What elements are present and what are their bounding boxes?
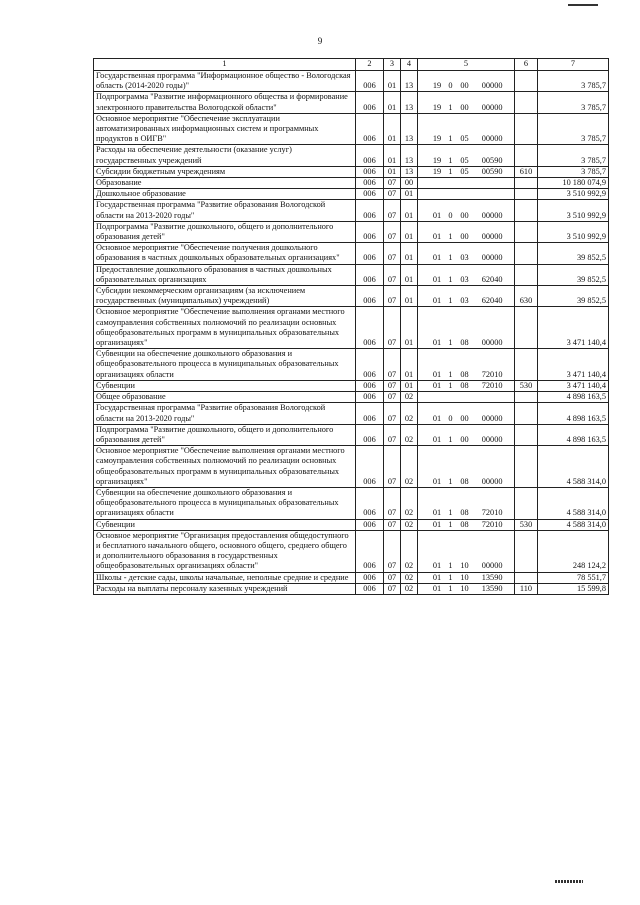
row-amount: 3 510 992,9 [538,189,609,200]
row-name: Государственная программа "Развитие образования Вологодской области на 2013-2020 годы" [94,200,356,221]
row-expense-type [515,189,538,200]
target-article-part: 1 [448,380,453,390]
table-row [94,572,609,583]
row-expense-type [515,71,538,92]
target-article-part: 01 [432,413,442,423]
row-target-article [418,446,515,488]
row-section-code: 01 [384,92,401,113]
target-article-part: 0 [448,210,453,220]
row-target-article [418,92,515,113]
target-article-part: 19 [432,102,442,112]
row-name: Субвенции [94,519,356,530]
row-section-code: 07 [384,572,401,583]
row-amount: 3 471 140,4 [538,307,609,349]
row-expense-type [515,200,538,221]
row-ministry-code: 006 [356,572,384,583]
row-target-article [418,221,515,242]
row-amount: 3 785,7 [538,113,609,145]
row-amount: 15 599,8 [538,583,609,594]
target-article-part: 1 [448,274,453,284]
row-target-article [418,71,515,92]
target-article-part: 10 [460,572,469,582]
target-article-part: 01 [432,583,442,593]
target-article-part: 1 [448,572,453,582]
row-expense-type [515,403,538,424]
row-target-article [418,286,515,307]
row-ministry-code: 006 [356,71,384,92]
col-header-6: 6 [515,59,538,71]
target-article-part: 08 [460,369,469,379]
row-target-article [418,307,515,349]
row-section-code: 07 [384,178,401,189]
target-article-part: 08 [460,338,469,348]
row-name: Основное мероприятие "Обеспечение выполнения органами местного самоуправления собственных полномочий по реализации основных общеобразовательных программ в муниципальных образовательных организациях" [94,307,356,349]
scan-mark-top [568,4,598,6]
row-section-code: 07 [384,189,401,200]
page-number: 9 [317,36,323,46]
row-section-code: 07 [384,307,401,349]
target-article-part: 08 [460,476,469,486]
row-ministry-code: 006 [356,424,384,445]
target-article-part: 01 [432,434,442,444]
target-article-part: 1 [448,561,453,571]
row-amount: 3 510 992,9 [538,200,609,221]
row-section-code: 07 [384,519,401,530]
row-target-article [418,380,515,391]
col-header-4: 4 [401,59,418,71]
table-row [94,189,609,200]
row-name: Дошкольное образование [94,189,356,200]
table-row [94,349,609,381]
target-article-part: 1 [448,369,453,379]
row-name: Субвенции на обеспечение дошкольного образования и общеобразовательного процесса в муниципальных образовательных организациях области [94,349,356,381]
row-target-article [418,189,515,200]
table-row [94,221,609,242]
row-section-code: 07 [384,221,401,242]
row-target-article [418,113,515,145]
row-subsection-code: 13 [401,113,418,145]
row-name: Расходы на выплаты персоналу казенных учреждений [94,583,356,594]
row-subsection-code: 13 [401,166,418,177]
target-article-part: 00000 [481,232,503,242]
row-subsection-code: 02 [401,446,418,488]
target-article-part: 00000 [481,210,503,220]
col-header-7: 7 [538,59,609,71]
row-amount: 78 551,7 [538,572,609,583]
col-header-2: 2 [356,59,384,71]
row-subsection-code: 01 [401,349,418,381]
row-subsection-code: 01 [401,380,418,391]
budget-table [93,58,609,595]
target-article-part: 01 [432,232,442,242]
row-amount: 4 588 314,0 [538,487,609,519]
row-subsection-code: 01 [401,286,418,307]
target-article-part: 1 [448,134,453,144]
col-header-1: 1 [94,59,356,71]
target-article-part: 13590 [481,572,503,582]
table-row [94,380,609,391]
col-header-3: 3 [384,59,401,71]
row-ministry-code: 006 [356,392,384,403]
target-article-part: 00 [460,81,469,91]
row-ministry-code: 006 [356,487,384,519]
row-section-code: 07 [384,243,401,264]
row-name: Подпрограмма "Развитие информационного общества и формирование электронного правительства Вологодской области" [94,92,356,113]
target-article-part: 08 [460,508,469,518]
row-amount: 39 852,5 [538,286,609,307]
table-row [94,487,609,519]
target-article-part: 0 [448,81,453,91]
row-amount: 3 471 140,4 [538,380,609,391]
target-article-part: 00000 [481,102,503,112]
row-subsection-code: 02 [401,572,418,583]
table-row [94,530,609,572]
row-target-article [418,166,515,177]
table-row [94,286,609,307]
row-ministry-code: 006 [356,446,384,488]
row-target-article [418,519,515,530]
target-article-part: 08 [460,380,469,390]
target-article-part: 1 [448,338,453,348]
row-section-code: 07 [384,583,401,594]
target-article-part: 19 [432,134,442,144]
row-name: Расходы на обеспечение деятельности (оказание услуг) государственных учреждений [94,145,356,166]
row-amount: 4 588 314,0 [538,446,609,488]
target-article-part: 03 [460,274,469,284]
target-article-part: 72010 [481,508,503,518]
row-section-code: 07 [384,264,401,285]
row-name: Предоставление дошкольного образования в частных дошкольных образовательных организациях [94,264,356,285]
target-article-part: 62040 [481,296,503,306]
table-row [94,92,609,113]
table-row [94,200,609,221]
row-subsection-code: 00 [401,178,418,189]
row-expense-type: 530 [515,380,538,391]
row-subsection-code: 02 [401,583,418,594]
target-article-part: 00 [460,434,469,444]
row-ministry-code: 006 [356,530,384,572]
row-ministry-code: 006 [356,349,384,381]
row-amount: 3 510 992,9 [538,221,609,242]
row-expense-type [515,446,538,488]
row-ministry-code: 006 [356,264,384,285]
table-row [94,166,609,177]
row-target-article [418,392,515,403]
header-row [94,59,609,71]
table-row [94,145,609,166]
row-amount: 4 588 314,0 [538,519,609,530]
target-article-part: 00 [460,232,469,242]
target-article-part: 00 [460,210,469,220]
target-article-part: 01 [432,519,442,529]
target-article-part: 01 [432,253,442,263]
table-row [94,264,609,285]
target-article-part: 05 [460,166,469,176]
row-subsection-code: 01 [401,243,418,264]
row-expense-type [515,572,538,583]
row-section-code: 01 [384,113,401,145]
target-article-part: 00000 [481,253,503,263]
row-target-article [418,200,515,221]
row-subsection-code: 02 [401,424,418,445]
row-ministry-code: 006 [356,519,384,530]
row-ministry-code: 006 [356,221,384,242]
row-expense-type [515,349,538,381]
row-expense-type [515,264,538,285]
target-article-part: 72010 [481,369,503,379]
row-section-code: 07 [384,403,401,424]
row-amount: 4 898 163,5 [538,403,609,424]
row-section-code: 07 [384,349,401,381]
target-article-part: 01 [432,380,442,390]
row-section-code: 07 [384,446,401,488]
row-subsection-code: 13 [401,71,418,92]
row-expense-type [515,113,538,145]
row-expense-type [515,487,538,519]
row-section-code: 07 [384,286,401,307]
row-section-code: 07 [384,487,401,519]
row-section-code: 07 [384,200,401,221]
row-section-code: 07 [384,424,401,445]
row-section-code: 01 [384,145,401,166]
target-article-part: 1 [448,476,453,486]
target-article-part: 01 [432,274,442,284]
row-section-code: 01 [384,166,401,177]
row-expense-type [515,424,538,445]
row-section-code: 07 [384,530,401,572]
row-name: Основное мероприятие "Обеспечение эксплуатации автоматизированных информационных систем и программных продуктов в ОИГВ" [94,113,356,145]
target-article-part: 1 [448,166,453,176]
target-article-part: 72010 [481,380,503,390]
row-name: Образование [94,178,356,189]
row-subsection-code: 01 [401,307,418,349]
row-target-article [418,530,515,572]
row-amount: 3 785,7 [538,145,609,166]
row-expense-type [515,307,538,349]
target-article-part: 19 [432,81,442,91]
table-row [94,113,609,145]
target-article-part: 01 [432,508,442,518]
row-expense-type [515,92,538,113]
target-article-part: 72010 [481,519,503,529]
target-article-part: 01 [432,338,442,348]
col-header-5: 5 [418,59,515,71]
target-article-part: 00 [460,102,469,112]
target-article-part: 00590 [481,155,503,165]
row-ministry-code: 006 [356,403,384,424]
table-row [94,446,609,488]
target-article-part: 03 [460,296,469,306]
row-ministry-code: 006 [356,145,384,166]
row-expense-type [515,392,538,403]
row-section-code: 01 [384,71,401,92]
row-target-article [418,349,515,381]
target-article-part: 1 [448,155,453,165]
row-ministry-code: 006 [356,200,384,221]
table-row [94,71,609,92]
table-row [94,403,609,424]
row-ministry-code: 006 [356,307,384,349]
row-target-article [418,264,515,285]
target-article-part: 01 [432,572,442,582]
row-subsection-code: 01 [401,200,418,221]
target-article-part: 01 [432,210,442,220]
target-article-part: 19 [432,166,442,176]
target-article-part: 05 [460,155,469,165]
target-article-part: 10 [460,583,469,593]
target-article-part: 00000 [481,81,503,91]
target-article-part: 00000 [481,476,503,486]
row-expense-type [515,178,538,189]
target-article-part: 01 [432,369,442,379]
row-name: Субсидии бюджетным учреждениям [94,166,356,177]
row-amount: 39 852,5 [538,264,609,285]
row-expense-type [515,221,538,242]
target-article-part: 1 [448,296,453,306]
row-expense-type [515,243,538,264]
row-amount: 3 785,7 [538,71,609,92]
target-article-part: 1 [448,583,453,593]
row-expense-type: 110 [515,583,538,594]
row-amount: 10 180 074,9 [538,178,609,189]
row-ministry-code: 006 [356,583,384,594]
row-subsection-code: 02 [401,392,418,403]
row-ministry-code: 006 [356,380,384,391]
target-article-part: 00590 [481,166,503,176]
row-name: Общее образование [94,392,356,403]
row-expense-type: 610 [515,166,538,177]
target-article-part: 01 [432,476,442,486]
row-subsection-code: 13 [401,92,418,113]
row-name: Подпрограмма "Развитие дошкольного, общего и дополнительного образования детей" [94,221,356,242]
target-article-part: 0 [448,413,453,423]
row-amount: 3 471 140,4 [538,349,609,381]
row-subsection-code: 02 [401,487,418,519]
scan-mark-bottom [555,880,583,883]
row-name: Школы - детские сады, школы начальные, неполные средние и средние [94,572,356,583]
table-row [94,243,609,264]
target-article-part: 1 [448,434,453,444]
target-article-part: 00000 [481,413,503,423]
row-expense-type: 630 [515,286,538,307]
target-article-part: 01 [432,296,442,306]
table-row [94,178,609,189]
row-target-article [418,403,515,424]
target-article-part: 01 [432,561,442,571]
row-amount: 4 898 163,5 [538,424,609,445]
target-article-part: 00000 [481,561,503,571]
target-article-part: 00000 [481,434,503,444]
row-ministry-code: 006 [356,243,384,264]
row-subsection-code: 01 [401,264,418,285]
target-article-part: 00 [460,413,469,423]
row-amount: 3 785,7 [538,166,609,177]
row-subsection-code: 13 [401,145,418,166]
row-name: Государственная программа "Информационное общество - Вологодская область (2014-2020 годы)" [94,71,356,92]
target-article-part: 08 [460,519,469,529]
row-subsection-code: 02 [401,519,418,530]
row-subsection-code: 01 [401,221,418,242]
row-subsection-code: 02 [401,530,418,572]
row-subsection-code: 02 [401,403,418,424]
row-amount: 4 898 163,5 [538,392,609,403]
target-article-part: 13590 [481,583,503,593]
row-expense-type [515,145,538,166]
row-target-article [418,572,515,583]
target-article-part: 03 [460,253,469,263]
target-article-part: 1 [448,519,453,529]
table-row [94,392,609,403]
row-target-article [418,487,515,519]
target-article-part: 10 [460,561,469,571]
row-section-code: 07 [384,380,401,391]
row-target-article [418,178,515,189]
target-article-part: 1 [448,102,453,112]
row-amount: 39 852,5 [538,243,609,264]
row-subsection-code: 01 [401,189,418,200]
target-article-part: 00000 [481,134,503,144]
row-ministry-code: 006 [356,178,384,189]
row-ministry-code: 006 [356,166,384,177]
row-section-code: 07 [384,392,401,403]
table-row [94,424,609,445]
row-amount: 3 785,7 [538,92,609,113]
table-row [94,307,609,349]
target-article-part: 19 [432,155,442,165]
target-article-part: 1 [448,508,453,518]
row-name: Основное мероприятие "Обеспечение выполнения органами местного самоуправления собственных полномочий по реализации основных общеобразовательных программ в муниципальных образовательных организациях" [94,446,356,488]
target-article-part: 00000 [481,338,503,348]
row-name: Подпрограмма "Развитие дошкольного, общего и дополнительного образования детей" [94,424,356,445]
row-ministry-code: 006 [356,113,384,145]
row-target-article [418,424,515,445]
row-name: Субсидии некоммерческим организациям (за исключением государственных (муниципальных) учреждений) [94,286,356,307]
table-row [94,583,609,594]
row-name: Субвенции на обеспечение дошкольного образования и общеобразовательного процесса в муниципальных образовательных организациях области [94,487,356,519]
row-target-article [418,583,515,594]
row-target-article [418,145,515,166]
target-article-part: 1 [448,253,453,263]
row-expense-type [515,530,538,572]
table-row [94,519,609,530]
row-amount: 248 124,2 [538,530,609,572]
row-name: Субвенции [94,380,356,391]
row-ministry-code: 006 [356,92,384,113]
row-name: Основное мероприятие "Обеспечение получения дошкольного образования в частных дошкольных образовательных организациях" [94,243,356,264]
target-article-part: 62040 [481,274,503,284]
row-ministry-code: 006 [356,189,384,200]
row-target-article [418,243,515,264]
table-body [94,71,609,595]
row-ministry-code: 006 [356,286,384,307]
row-expense-type: 530 [515,519,538,530]
target-article-part: 05 [460,134,469,144]
row-name: Государственная программа "Развитие образования Вологодской области на 2013-2020 годы" [94,403,356,424]
row-name: Основное мероприятие "Организация предоставления общедоступного и бесплатного начального общего, основного общего, среднего общего и дополнительного образования в государственных общеобразовательных организациях области" [94,530,356,572]
target-article-part: 1 [448,232,453,242]
